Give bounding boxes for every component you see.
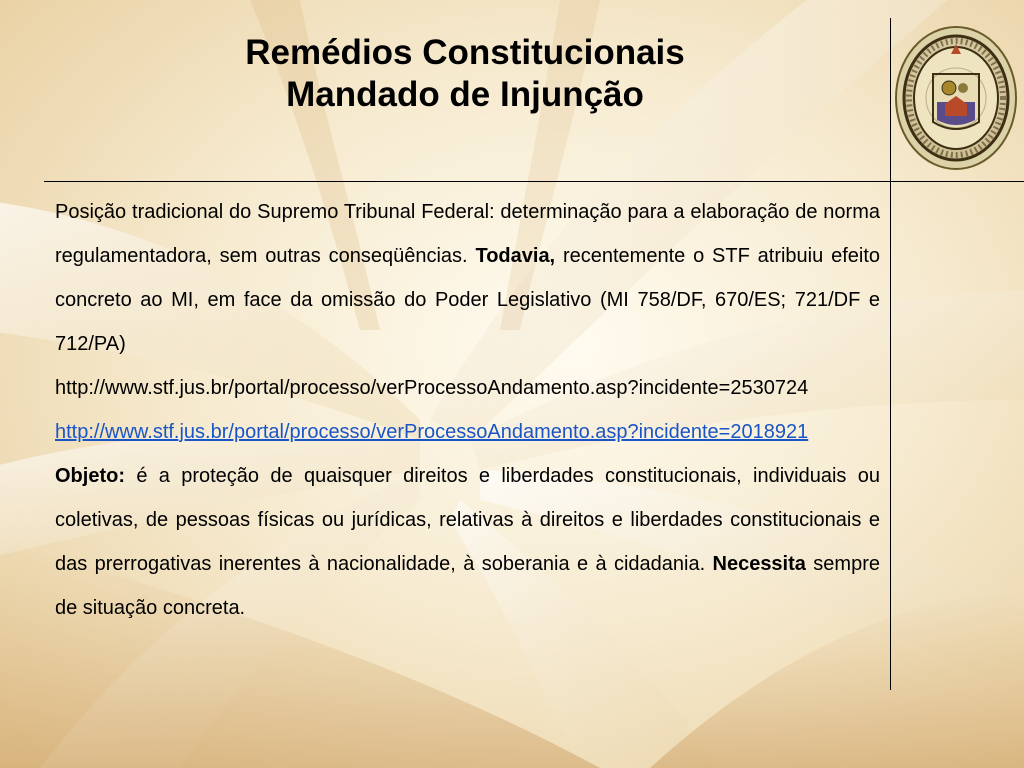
- url-link-container: [55, 410, 880, 454]
- objeto-bold: Objeto:: [55, 465, 125, 487]
- stf-process-link[interactable]: http://www.stf.jus.br/portal/processo/verProcessoAndamento.asp?incidente=2018921: [55, 421, 809, 443]
- p2-text: é a proteção de quaisquer direitos e liberdades constitucionais, individuais ou coletivas, de pessoas físicas ou jurídicas, relativas à direitos e liberdades constitucionais e das prerrogativas inerentes à nacionalidade, à soberania e à cidadania.: [55, 465, 880, 575]
- necessita-bold: Necessita: [712, 553, 806, 575]
- p1-rest: recentemente o STF atribuiu efeito concreto ao MI, em face da omissão do Poder Legislativo (MI 758/DF, 670/ES; 721/DF e 712/PA): [55, 245, 881, 355]
- court-seal-icon: [893, 24, 1019, 172]
- todavia-bold: Todavia,: [475, 245, 556, 267]
- paragraph-objeto: [55, 454, 880, 630]
- p1-text: Posição tradicional do Supremo Tribunal Federal: determinação para a elaboração de norma regulamentadora, sem outras conseqüências.: [55, 201, 880, 267]
- vertical-divider: [890, 18, 891, 690]
- title-line-1: Remédios Constitucionais: [245, 33, 685, 72]
- slide-title: [130, 32, 800, 116]
- paragraph-posicao: [55, 190, 880, 366]
- p2-end: sempre de situação concreta.: [55, 553, 880, 619]
- title-line-2: Mandado de Injunção: [286, 75, 644, 114]
- horizontal-divider: [44, 181, 1024, 182]
- slide-body: [55, 190, 880, 630]
- url-plain: http://www.stf.jus.br/portal/processo/verProcessoAndamento.asp?incidente=2530724: [55, 377, 809, 399]
